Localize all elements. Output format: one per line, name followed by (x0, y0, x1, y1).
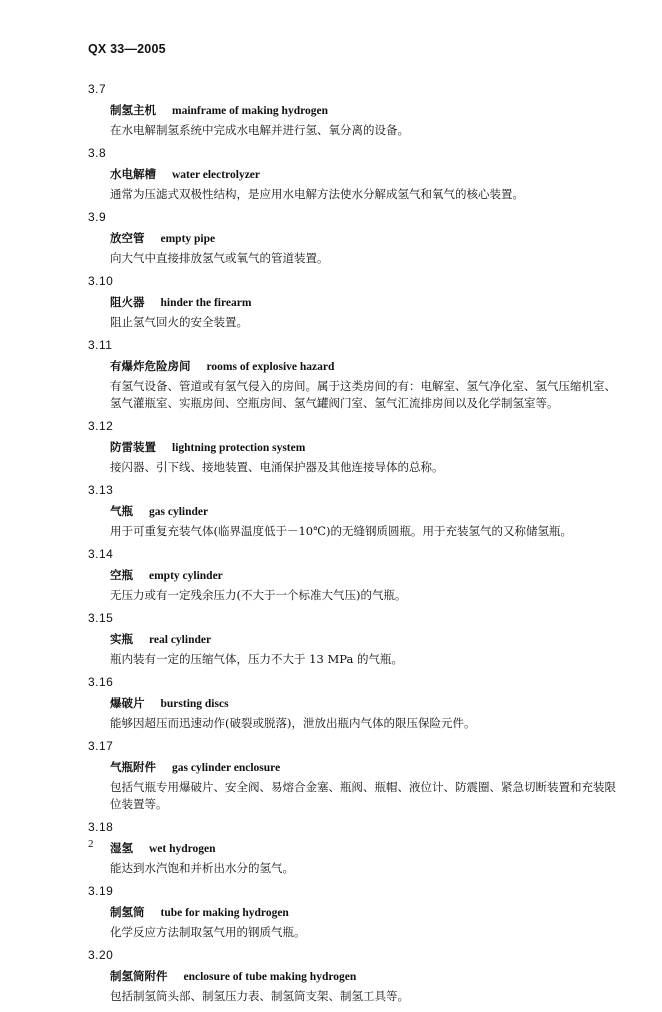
term-heading (110, 904, 616, 918)
clause-number: 3.20 (88, 948, 114, 962)
term-entry (88, 820, 616, 877)
clause-number: 3.15 (88, 611, 114, 625)
term-entry (88, 884, 616, 941)
clause-number: 3.10 (88, 274, 114, 288)
term-definition: 在水电解制氢系统中完成水电解并进行氢、氧分离的设备。 (110, 123, 409, 137)
term-chinese: 有爆炸危险房间 (110, 359, 191, 373)
term-entry (88, 274, 616, 331)
term-chinese: 气瓶附件 (110, 760, 156, 774)
term-definition: 能达到水汽饱和并析出水分的氢气。 (110, 861, 294, 875)
term-english: tube for making hydrogen (160, 907, 289, 919)
term-entry (88, 547, 616, 604)
term-heading (110, 567, 616, 581)
clause-number: 3.18 (88, 820, 114, 834)
clause-number: 3.13 (88, 483, 114, 497)
term-heading (110, 695, 616, 709)
clause-number: 3.11 (88, 338, 113, 352)
term-heading (110, 102, 616, 116)
term-definition: 阻止氢气回火的安全装置。 (110, 315, 248, 329)
term-heading (110, 968, 616, 982)
term-heading (110, 503, 616, 517)
term-definition: 化学反应方法制取氢气用的钢质气瓶。 (110, 925, 306, 939)
term-heading (110, 358, 616, 372)
term-english: gas cylinder (149, 506, 209, 518)
term-definition: 能够因超压而迅速动作(破裂或脱落)，泄放出瓶内气体的限压保险元件。 (110, 716, 476, 730)
page-number: 2 (88, 838, 94, 850)
term-english: lightning protection system (172, 442, 306, 454)
term-entry (88, 419, 616, 476)
term-definition: 用于可重复充装气体(临界温度低于－10℃)的无缝钢质圆瓶。用于充装氢气的又称储氢瓶。 (110, 524, 572, 538)
term-english: empty cylinder (149, 570, 223, 582)
term-heading (110, 166, 616, 180)
term-entry (88, 146, 616, 203)
term-chinese: 空瓶 (110, 568, 133, 582)
term-english: real cylinder (149, 634, 212, 646)
term-definition: 无压力或有一定残余压力(不大于一个标准大气压)的气瓶。 (110, 588, 407, 602)
term-chinese: 气瓶 (110, 504, 133, 518)
term-definition: 包括制氢筒头部、制氢压力表、制氢筒支架、制氢工具等。 (110, 989, 409, 1003)
clause-number: 3.16 (88, 675, 114, 689)
term-english: wet hydrogen (149, 843, 216, 855)
term-chinese: 湿氢 (110, 841, 133, 855)
terms-list (88, 82, 616, 1012)
term-english: mainframe of making hydrogen (172, 105, 328, 117)
term-english: water electrolyzer (172, 169, 261, 181)
term-english: empty pipe (160, 233, 216, 245)
term-definition: 有氢气设备、管道或有氢气侵入的房间。属于这类房间的有：电解室、氢气净化室、氢气压缩机室、氢气灌瓶室、实瓶房间、空瓶房间、氢气罐阀门室、氢气汇流排房间以及化学制氢室等。 (110, 379, 616, 410)
term-english: enclosure of tube making hydrogen (183, 971, 357, 983)
term-definition: 接闪器、引下线、接地装置、电涌保护器及其他连接导体的总称。 (110, 460, 444, 474)
term-heading (110, 759, 616, 773)
clause-number: 3.12 (88, 419, 114, 433)
term-heading (110, 631, 616, 645)
term-definition: 包括气瓶专用爆破片、安全阀、易熔合金塞、瓶阀、瓶帽、液位计、防震圈、紧急切断装置和充装限位装置等。 (110, 780, 616, 811)
term-english: hinder the firearm (160, 297, 252, 309)
term-entry (88, 611, 616, 668)
term-entry (88, 210, 616, 267)
term-chinese: 制氢筒附件 (110, 969, 168, 983)
term-heading (110, 439, 616, 453)
clause-number: 3.17 (88, 739, 114, 753)
term-chinese: 防雷装置 (110, 440, 156, 454)
clause-number: 3.7 (88, 82, 107, 96)
term-definition: 瓶内装有一定的压缩气体，压力不大于 13 MPa 的气瓶。 (110, 652, 403, 666)
term-english: gas cylinder enclosure (172, 762, 281, 774)
term-entry (88, 338, 616, 412)
term-entry (88, 675, 616, 732)
term-heading (110, 840, 616, 854)
term-entry (88, 739, 616, 813)
term-chinese: 爆破片 (110, 696, 145, 710)
term-entry (88, 483, 616, 540)
term-chinese: 实瓶 (110, 632, 133, 646)
clause-number: 3.8 (88, 146, 107, 160)
term-english: bursting discs (160, 698, 229, 710)
term-english: rooms of explosive hazard (206, 361, 335, 373)
clause-number: 3.14 (88, 547, 114, 561)
term-chinese: 制氢主机 (110, 103, 156, 117)
term-entry (88, 948, 616, 1005)
term-heading (110, 230, 616, 244)
clause-number: 3.9 (88, 210, 107, 224)
term-entry (88, 82, 616, 139)
term-chinese: 放空管 (110, 231, 145, 245)
clause-number: 3.19 (88, 884, 114, 898)
standard-code: QX 33—2005 (88, 42, 166, 56)
term-definition: 通常为压滤式双极性结构，是应用水电解方法使水分解成氢气和氧气的核心装置。 (110, 187, 524, 201)
term-chinese: 制氢筒 (110, 905, 145, 919)
term-definition: 向大气中直接排放氢气或氧气的管道装置。 (110, 251, 329, 265)
term-chinese: 水电解槽 (110, 167, 156, 181)
term-chinese: 阻火器 (110, 295, 145, 309)
term-heading (110, 294, 616, 308)
